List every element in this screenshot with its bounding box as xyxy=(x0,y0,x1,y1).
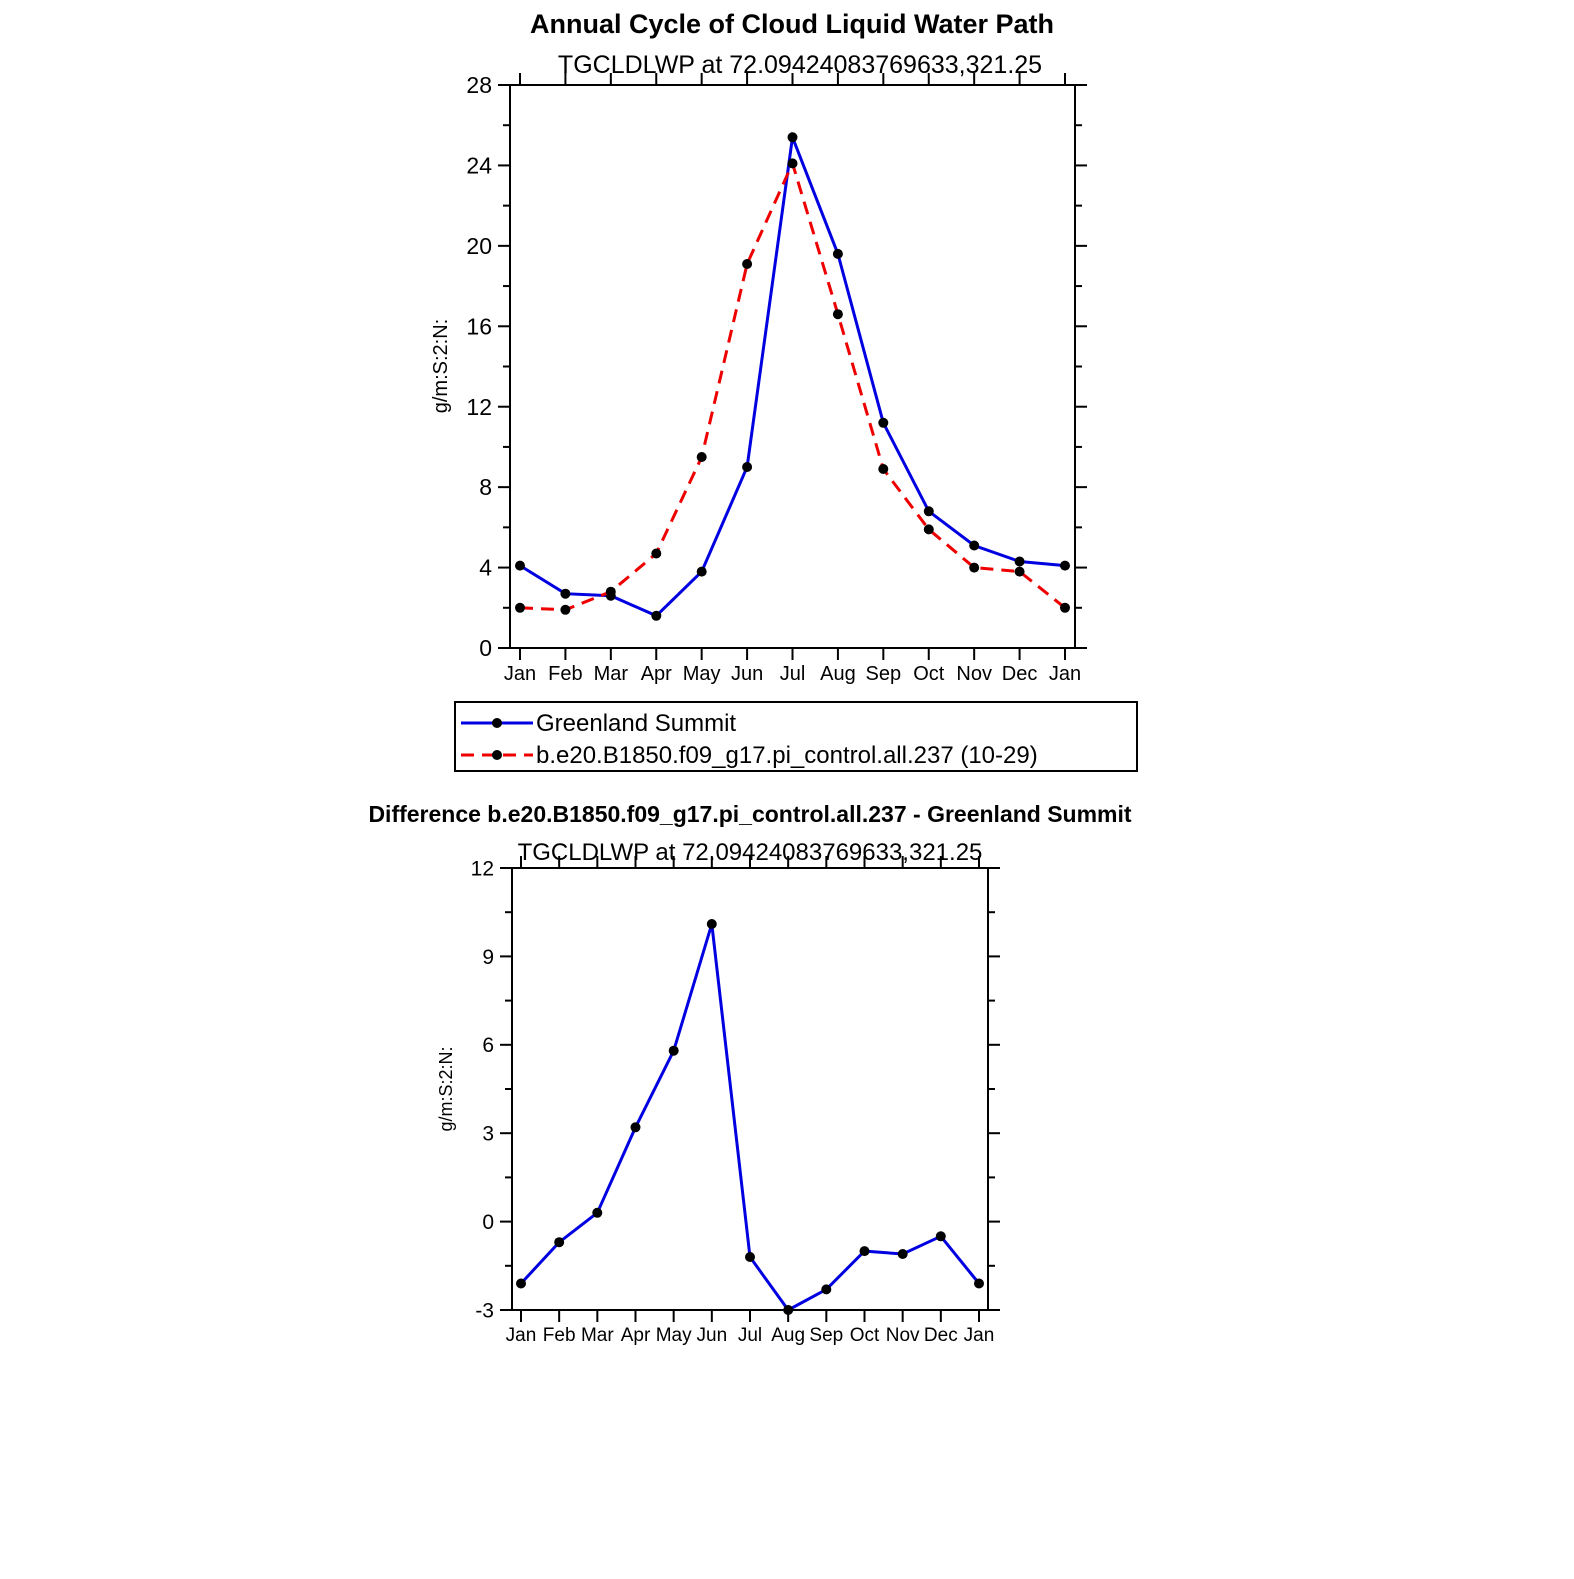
x-tick-label: Dec xyxy=(1001,663,1038,685)
data-point-marker xyxy=(878,464,888,474)
x-tick-label: Jun xyxy=(730,663,764,685)
x-tick-label: Apr xyxy=(620,1325,651,1346)
data-point-marker xyxy=(788,132,798,142)
series-line-1 xyxy=(520,163,1065,609)
data-point-marker xyxy=(788,158,798,168)
difference-y-axis-label: g/m:S:2:N: xyxy=(436,1046,456,1132)
x-tick-label: Mar xyxy=(580,1325,614,1346)
data-point-marker xyxy=(924,506,934,516)
x-tick-label: Sep xyxy=(809,1325,844,1346)
y-tick-label: 6 xyxy=(482,1034,494,1058)
legend-marker-observation xyxy=(492,718,502,728)
legend-label-observation: Greenland Summit xyxy=(536,710,737,737)
data-point-marker xyxy=(860,1246,870,1256)
data-point-marker xyxy=(783,1305,793,1315)
data-point-marker xyxy=(669,1046,679,1056)
y-tick-label: -3 xyxy=(475,1299,494,1323)
data-point-marker xyxy=(554,1237,564,1247)
x-tick-label: Jun xyxy=(696,1325,728,1346)
x-tick-label: Jan xyxy=(1048,663,1082,685)
x-tick-label: Aug xyxy=(771,1325,806,1346)
y-tick-label: 12 xyxy=(466,393,492,420)
data-point-marker xyxy=(833,249,843,259)
y-tick-label: 3 xyxy=(482,1122,494,1146)
data-point-marker xyxy=(878,418,888,428)
y-tick-label: 8 xyxy=(479,474,492,501)
y-tick-label: 24 xyxy=(466,152,492,179)
data-point-marker xyxy=(515,561,525,571)
difference-chart-subtitle: TGCLDLWP at 72.09424083769633,321.25 xyxy=(517,839,983,866)
x-tick-label: Oct xyxy=(913,663,945,685)
series-line-0 xyxy=(520,137,1065,616)
x-tick-label: Nov xyxy=(885,1325,920,1346)
top-chart-subtitle: TGCLDLWP at 72.09424083769633,321.25 xyxy=(557,51,1043,79)
x-tick-label: Mar xyxy=(593,663,629,685)
data-point-marker xyxy=(631,1122,641,1132)
x-tick-label: Jan xyxy=(963,1325,995,1346)
difference-chart-title: Difference b.e20.B1850.f09_g17.pi_control.all.237 - Greenland Summit xyxy=(368,801,1132,827)
data-point-marker xyxy=(974,1279,984,1289)
x-tick-label: Jul xyxy=(737,1325,763,1346)
x-tick-label: Apr xyxy=(640,663,672,685)
data-point-marker xyxy=(697,452,707,462)
x-tick-label: Jan xyxy=(503,663,537,685)
annual-cycle-plot xyxy=(466,72,1087,685)
difference-plot xyxy=(471,856,1000,1346)
x-tick-label: Nov xyxy=(956,663,992,685)
data-point-marker xyxy=(742,462,752,472)
data-point-marker xyxy=(651,549,661,559)
y-tick-label: 20 xyxy=(466,232,492,259)
data-point-marker xyxy=(1015,567,1025,577)
x-tick-label: Sep xyxy=(865,663,902,685)
data-point-marker xyxy=(969,563,979,573)
legend-marker-model xyxy=(492,750,502,760)
data-point-marker xyxy=(1060,603,1070,613)
top-chart-title: Annual Cycle of Cloud Liquid Water Path xyxy=(529,9,1055,39)
data-point-marker xyxy=(969,541,979,551)
y-tick-label: 4 xyxy=(479,554,492,581)
y-tick-label: 12 xyxy=(470,857,494,881)
data-point-marker xyxy=(742,259,752,269)
data-point-marker xyxy=(560,605,570,615)
data-point-marker xyxy=(821,1284,831,1294)
y-tick-label: 9 xyxy=(482,945,494,969)
legend xyxy=(455,702,1137,771)
plot-frame xyxy=(510,85,1075,648)
x-tick-label: Feb xyxy=(548,663,583,685)
data-point-marker xyxy=(697,567,707,577)
x-tick-label: Jul xyxy=(779,663,806,685)
data-point-marker xyxy=(898,1249,908,1259)
y-tick-label: 0 xyxy=(479,635,492,662)
data-point-marker xyxy=(592,1208,602,1218)
x-tick-label: Aug xyxy=(820,663,856,685)
plot-frame xyxy=(512,868,988,1310)
x-tick-label: Dec xyxy=(923,1325,958,1346)
x-tick-label: Feb xyxy=(542,1325,576,1346)
data-point-marker xyxy=(707,919,717,929)
data-point-marker xyxy=(606,587,616,597)
y-tick-label: 28 xyxy=(466,72,492,99)
data-point-marker xyxy=(1015,557,1025,567)
x-tick-label: Jan xyxy=(505,1325,537,1346)
data-point-marker xyxy=(651,611,661,621)
data-point-marker xyxy=(515,603,525,613)
y-tick-label: 16 xyxy=(466,313,492,340)
top-y-axis-label: g/m:S:2:N: xyxy=(430,318,452,414)
data-point-marker xyxy=(1060,561,1070,571)
data-point-marker xyxy=(936,1231,946,1241)
x-tick-label: May xyxy=(682,663,721,685)
legend-label-model: b.e20.B1850.f09_g17.pi_control.all.237 (10-29) xyxy=(536,742,1038,769)
y-tick-label: 0 xyxy=(482,1210,494,1234)
data-point-marker xyxy=(833,309,843,319)
data-point-marker xyxy=(560,589,570,599)
data-point-marker xyxy=(516,1279,526,1289)
data-point-marker xyxy=(924,524,934,534)
x-tick-label: Oct xyxy=(849,1325,880,1346)
data-point-marker xyxy=(745,1252,755,1262)
x-tick-label: May xyxy=(655,1325,692,1346)
